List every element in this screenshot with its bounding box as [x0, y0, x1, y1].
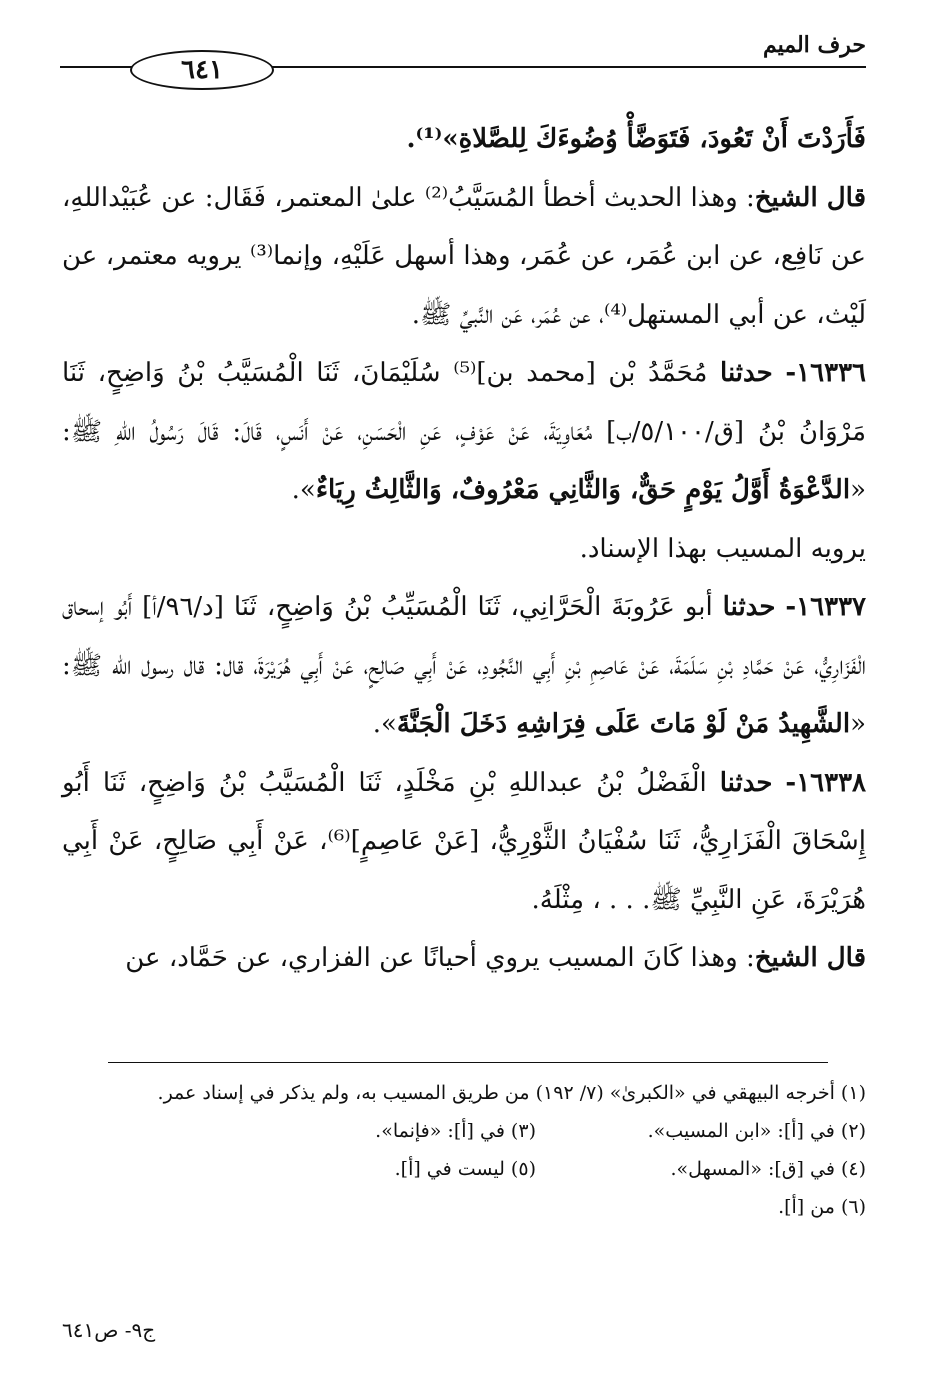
hadith-chain: أبو عَرُوبَةَ الْحَرَّانِي، ثَنَا الْمُسَيِّبُ بْنُ وَاضِحٍ، ثَنَا [د/٩٦/أ] أَبُو إسحاق الْفَزَارِيُّ، عَنْ حَمَّادِ بْنِ سَلَمَةَ، عَنْ عَاصِمِ بْنِ أَبِي النَّجُودِ، عَنْ أَبِي صَالِحٍ، عَنْ أَبِي هُرَيْرَةَ، قال: قال رسول الله ﷺ: «	[62, 592, 866, 739]
hadith-chain: الْفَضْلُ بْنُ عبداللهِ بْنِ مَخْلَدٍ، ثَنَا الْمُسَيَّبُ بْنُ وَاضِحٍ، ثَنَا أَبُو إِسْحَاقَ الْفَزَارِيُّ، ثَنَا سُفْيَانُ الثَّوْرِيُّ، [عَنْ عَاصِمٍ]⁽⁶⁾، عَنْ أَبِي صَالِحٍ، عَنْ أَبِي هُرَيْرَةَ، عَنِ النَّبِيِّ ﷺ. . . ، مِثْلَهُ.	[62, 767, 866, 915]
hadith-text: الدَّعْوَةُ أَوَّلُ يَوْمٍ حَقٌّ، وَالثَّانِي مَعْرُوفٌ، وَالثَّالِثُ رِيَاءٌ	[315, 475, 851, 505]
footnote-row	[62, 1150, 866, 1188]
hadith-end: ».	[372, 709, 397, 739]
hadith-text: الشَّهِيدُ مَنْ لَوْ مَاتَ عَلَى فِرَاشِهِ دَخَلَ الْجَنَّةَ	[396, 709, 851, 739]
hadith-end: ».	[291, 475, 316, 505]
footnote-5: (٥) ليست في [أ].	[394, 1158, 536, 1180]
footnote-1: (١) أخرجه البيهقي في «الكبرىٰ» (٧/ ١٩٢) من طريق المسيب به، ولم يذكر في إسناد عمر.	[157, 1082, 866, 1104]
footnote-6: (٦) من [أ].	[778, 1196, 866, 1218]
page-header	[60, 32, 866, 92]
footnotes	[62, 1074, 866, 1226]
page-number-badge: ٦٤١	[130, 50, 274, 90]
paragraph-text: فَأَرَدْتَ أَنْ تَعُودَ، فَتَوَضَّأْ وُضُوءَكَ لِلصَّلاةِ»⁽¹⁾.	[406, 124, 866, 154]
hadith-16338	[62, 754, 866, 930]
footnote-row	[62, 1112, 866, 1150]
hadith-16337	[62, 578, 866, 754]
footnote-4: (٤) في [ق]: «المسهل».	[670, 1158, 866, 1180]
main-text	[62, 110, 866, 988]
paragraph-text: : وهذا الحديث أخطأ المُسَيَّبُ⁽²⁾ علىٰ المعتمر، فَقَال: عن عُبَيْداللهِ، عن نَافِع، عن ابن عُمَر، عن عُمَر، وهذا أسهل عَلَيْهِ، وإنما⁽³⁾ يرويه معتمر، عن لَيْث، عن أبي المستهل⁽⁴⁾، عن عُمَر، عَن النَّبيِّ ﷺ.	[62, 182, 867, 330]
hadith-number: ١٦٣٣٦-	[785, 358, 866, 388]
section-title: حرف الميم	[762, 32, 866, 58]
hadith-chain: مُحَمَّدُ بْن [محمد بن]⁽⁵⁾ سُلَيْمَانَ، ثَنَا الْمُسَيَّبُ بْنُ وَاضِحٍ، ثَنَا مَرْوَانُ بْنُ [ق/٥/١٠٠/ب] مُعَاوِيَةَ، عَنْ عَوْفٍ، عَنِ الْحَسَنِ، عَنْ أَنَسٍ، قَالَ: قَالَ رَسُولُ اللهِ ﷺ: «	[62, 358, 867, 505]
paragraph-text: : وهذا كَانَ المسيب يروي أحيانًا عن الفزاري، عن حَمَّاد، عن	[125, 943, 755, 973]
footnote-rule	[108, 1062, 828, 1063]
paragraph-note	[62, 520, 866, 579]
paragraph-lead: قال الشيخ	[754, 182, 867, 213]
paragraph-continuation	[62, 110, 866, 169]
hadith-lead: حدثنا	[719, 767, 773, 798]
paragraph-sheikh-note	[62, 169, 866, 345]
hadith-lead: حدثنا	[722, 592, 776, 622]
hadith-number: ١٦٣٣٨-	[785, 767, 867, 798]
hadith-number: ١٦٣٣٧-	[785, 592, 866, 622]
paragraph-text: يرويه المسيب بهذا الإسناد.	[579, 533, 866, 564]
footnote-2: (٢) في [أ]: «ابن المسيب».	[647, 1120, 866, 1142]
volume-page-reference: ج٩- ص٦٤١	[62, 1318, 156, 1342]
paragraph-lead: قال الشيخ	[754, 943, 866, 973]
hadith-lead: حدثنا	[720, 358, 773, 388]
hadith-16336	[62, 344, 866, 520]
footnote-3: (٣) في [أ]: «فإنما».	[375, 1120, 536, 1142]
paragraph-sheikh-note-2	[62, 929, 866, 988]
